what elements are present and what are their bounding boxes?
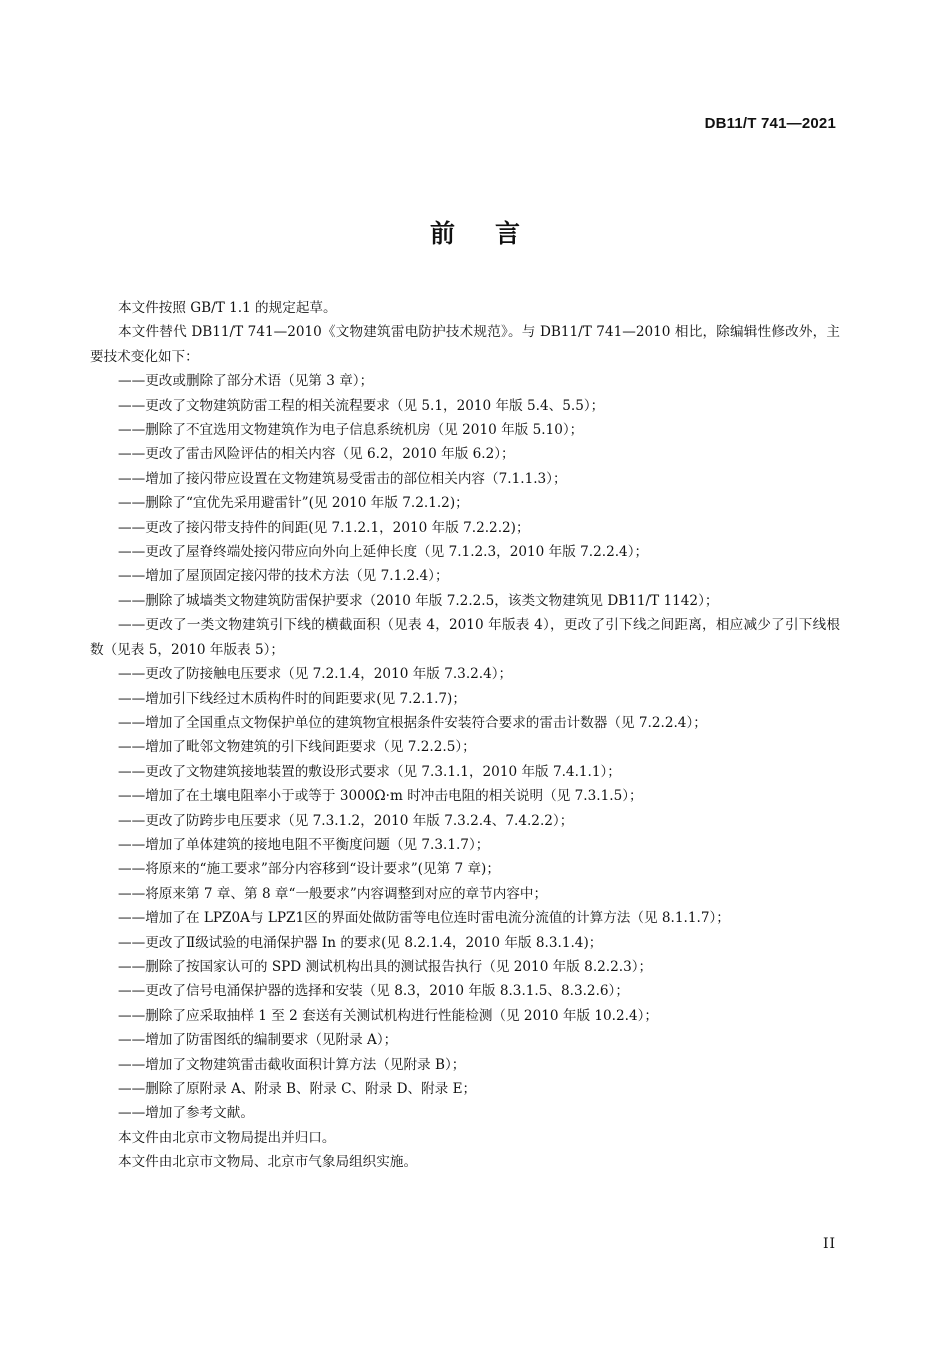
change-item: ——更改了Ⅱ级试验的电涌保护器 In 的要求(见 8.2.1.4，2010 年版 8.3.1.4)；: [118, 934, 603, 951]
change-item: ——增加了接闪带应设置在文物建筑易受雷击的部位相关内容（7.1.1.3）；: [118, 470, 567, 487]
change-item: ——删除了不宜选用文物建筑作为电子信息系统机房（见 2010 年版 5.10）；: [118, 422, 584, 439]
change-item: ——删除了“宜优先采用避雷针”(见 2010 年版 7.2.1.2)；: [118, 495, 469, 512]
change-item: ——增加了全国重点文物保护单位的建筑物宜根据条件安装符合要求的雷击计数器（见 7.2.2.4）；: [118, 714, 707, 731]
change-item: ——增加了文物建筑雷击截收面积计算方法（见附录 B）；: [118, 1056, 466, 1073]
change-item: ——更改了信号电涌保护器的选择和安装（见 8.3，2010 年版 8.3.1.5、8.3.2.6）；: [118, 983, 629, 1000]
change-item: ——增加了在 LPZ0A与 LPZ1区的界面处做防雷等电位连时雷电流分流值的计算方法（见 8.1.1.7）；: [118, 910, 730, 927]
change-item: ——增加引下线经过木质构件时的间距要求(见 7.2.1.7)；: [118, 690, 466, 707]
change-item: ——删除了按国家认可的 SPD 测试机构出具的测试报告执行（见 2010 年版 8.2.2.3）；: [118, 958, 653, 975]
page-title: 前言: [429, 219, 560, 248]
change-item: ——更改或删除了部分术语（见第 3 章）；: [118, 373, 374, 390]
change-item: ——增加了毗邻文物建筑的引下线间距要求（见 7.2.2.5）；: [118, 739, 476, 756]
document-body: [90, 296, 840, 1175]
change-item: ——删除了城墙类文物建筑防雷保护要求（2010 年版 7.2.2.5，该类文物建筑见 DB11/T 1142）；: [118, 592, 719, 609]
intro-paragraph: 本文件按照 GB/T 1.1 的规定起草。: [118, 300, 337, 316]
change-item: ——更改了文物建筑接地装置的敷设形式要求（见 7.3.1.1，2010 年版 7.4.1.1）；: [118, 763, 621, 780]
change-item: ——增加了单体建筑的接地电阻不平衡度问题（见 7.3.1.7）；: [118, 836, 490, 853]
change-item: ——更改了文物建筑防雷工程的相关流程要求（见 5.1，2010 年版 5.4、5.5）；: [118, 397, 605, 414]
closing-paragraph: 本文件由北京市文物局、北京市气象局组织实施。: [118, 1154, 418, 1171]
change-item: ——将原来第 7 章、第 8 章“一般要求”内容调整到对应的章节内容中；: [118, 885, 548, 902]
page-number: II: [822, 1236, 836, 1252]
change-item: ——删除了原附录 A、附录 B、附录 C、附录 D、附录 E；: [118, 1081, 477, 1097]
change-item: ——更改了一类文物建筑引下线的横截面积（见表 4，2010 年版表 4），更改了引下线之间距离，相应减少了引下线根数（见表 5，2010 年版表 5）；: [90, 617, 840, 658]
change-item: ——更改了屋脊终端处接闪带应向外向上延伸长度（见 7.1.2.3，2010 年版 7.2.2.4）；: [118, 544, 649, 561]
change-item: ——增加了屋顶固定接闪带的技术方法（见 7.1.2.4）；: [118, 568, 449, 585]
change-item: ——更改了雷击风险评估的相关内容（见 6.2，2010 年版 6.2）；: [118, 446, 515, 463]
change-item: ——更改了防接触电压要求（见 7.2.1.4，2010 年版 7.3.2.4）；: [118, 666, 513, 683]
closing-paragraph: 本文件由北京市文物局提出并归口。: [118, 1129, 336, 1146]
change-item: ——更改了接闪带支持件的间距(见 7.1.2.1，2010 年版 7.2.2.2)；: [118, 519, 530, 536]
intro-paragraph: 本文件替代 DB11/T 741—2010《文物建筑雷电防护技术规范》。与 DB11/T 741—2010 相比，除编辑性修改外，主要技术变化如下：: [90, 324, 840, 365]
change-item: ——更改了防跨步电压要求（见 7.3.1.2，2010 年版 7.3.2.4、7.4.2.2）；: [118, 812, 574, 829]
standard-code: DB11/T 741—2021: [704, 115, 836, 132]
change-item: ——增加了防雷图纸的编制要求（见附录 A）；: [118, 1032, 398, 1049]
change-item: ——增加了在土壤电阻率小于或等于 3000Ω·m 时冲击电阻的相关说明（见 7.3.1.5）；: [118, 788, 643, 805]
change-item: ——删除了应采取抽样 1 至 2 套送有关测试机构进行性能检测（见 2010 年版 10.2.4）；: [118, 1007, 658, 1024]
change-item: ——将原来的“施工要求”部分内容移到“设计要求”(见第 7 章)；: [118, 861, 500, 878]
change-item: ——增加了参考文献。: [118, 1105, 254, 1122]
